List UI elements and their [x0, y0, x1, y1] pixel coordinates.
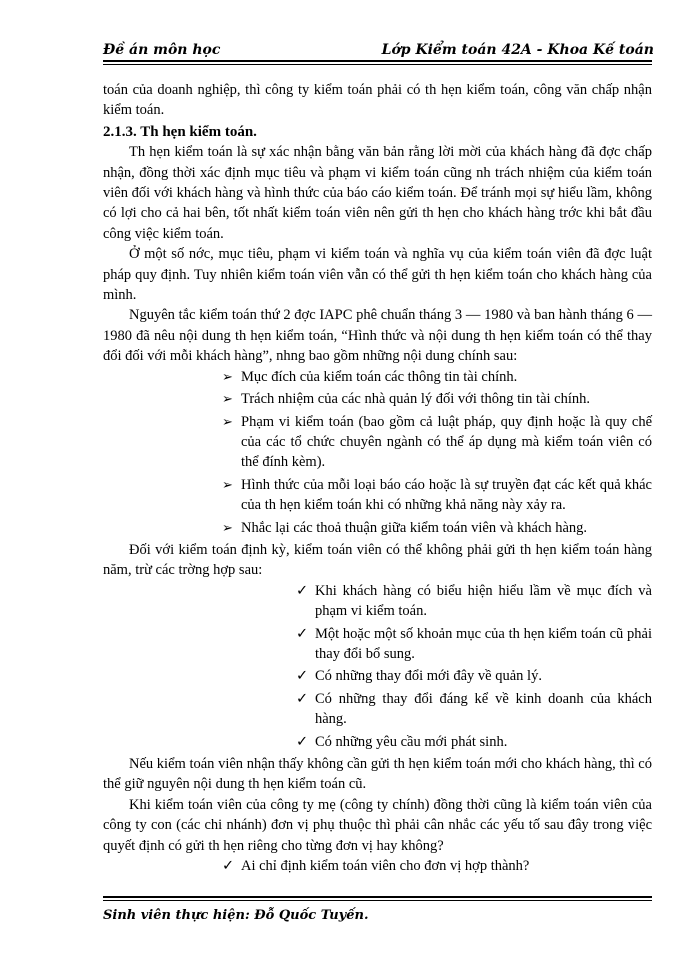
list-item: [103, 732, 652, 752]
header-course: Đề án môn học: [103, 42, 221, 58]
list-item-text: Có những thay đổi đáng kể về kinh doanh của khách hàng.: [315, 690, 652, 728]
list-item: [103, 412, 652, 473]
paragraph: Khi kiểm toán viên của công ty mẹ (công ty chính) đồng thời cũng là kiểm toán viên của công ty con (các chi nhánh) đơn vị phụ thuộc thì phải cân nhắc các yếu tố sau đây trong việc quyết định có gửi th hẹn riêng cho từng đơn vị hay không?: [103, 796, 652, 854]
list-item: [103, 389, 652, 409]
list-item: [103, 856, 652, 876]
check-bullet-icon: ✓: [296, 668, 309, 685]
question-list: [103, 856, 652, 876]
list-item: [103, 624, 652, 665]
document-body: [103, 80, 652, 876]
list-item-text: Khi khách hàng có biểu hiện hiểu lầm về mục đích và phạm vi kiểm toán.: [315, 582, 652, 620]
paragraph: Đối với kiểm toán định kỳ, kiểm toán viên có thể không phải gửi th hẹn kiểm toán hàng năm, trừ các trờng hợp sau:: [103, 541, 652, 579]
paragraph: Th hẹn kiểm toán là sự xác nhận bằng văn bản rằng lời mời của khách hàng đã đợc chấp nhận, đồng thời xác định mục tiêu và phạm vi kiểm toán cũng nh trách nhiệm của kiểm toán viên đối với khách hàng và hình thức của báo cáo kiểm toán. Để tránh mọi sự hiểu lầm, không có lợi cho cả hai bên, tốt nhất kiểm toán viên nên gửi th hẹn cho khách hàng trớc khi bắt đầu công việc kiểm toán.: [103, 144, 652, 242]
section-heading: 2.1.3. Th hẹn kiểm toán.: [103, 123, 257, 140]
header-rule: [103, 60, 652, 65]
list-item-text: Trách nhiệm của các nhà quản lý đối với thông tin tài chính.: [241, 391, 591, 408]
arrow-bullet-icon: ➢: [222, 368, 233, 384]
list-item: [103, 367, 652, 387]
intro-paragraph: toán của doanh nghiệp, thì công ty kiểm toán phải có th hẹn kiểm toán, công văn chấp nhận kiểm toán.: [103, 82, 652, 119]
check-bullet-icon: ✓: [296, 733, 309, 750]
arrow-bullet-icon: ➢: [222, 391, 233, 407]
list-item: [103, 475, 652, 516]
footer-rule: [103, 896, 652, 901]
content-list: [103, 367, 652, 538]
list-item-text: Nhắc lại các thoả thuận giữa kiểm toán viên và khách hàng.: [241, 519, 588, 536]
arrow-bullet-icon: ➢: [222, 476, 233, 492]
list-item-text: Mục đích của kiểm toán các thông tin tài chính.: [241, 368, 518, 385]
check-bullet-icon: ✓: [296, 690, 309, 707]
paragraph: Nếu kiểm toán viên nhận thấy không cần gửi th hẹn kiểm toán mới cho khách hàng, thì có thể giữ nguyên nội dung th hẹn kiểm toán cũ.: [103, 756, 652, 793]
list-item: [103, 689, 652, 730]
list-item-text: Ai chỉ định kiểm toán viên cho đơn vị hợp thành?: [241, 858, 530, 875]
arrow-bullet-icon: ➢: [222, 519, 233, 535]
list-item: [103, 581, 652, 622]
arrow-bullet-icon: ➢: [222, 413, 233, 429]
list-item-text: Có những thay đổi mới đây về quản lý.: [315, 668, 542, 685]
list-item: [103, 666, 652, 686]
list-item: [103, 518, 652, 538]
exception-list: [103, 581, 652, 752]
list-item-text: Phạm vi kiểm toán (bao gồm cả luật pháp, quy định hoặc là quy chế của các tổ chức chuyên ngành có thể áp dụng mà kiểm toán viên có thể đính kèm).: [241, 413, 652, 471]
list-item-text: Một hoặc một số khoản mục của th hẹn kiểm toán cũ phải thay đổi bổ sung.: [315, 625, 652, 662]
list-item-text: Hình thức của mỗi loại báo cáo hoặc là sự truyền đạt các kết quả khác của th hẹn kiểm toán khi có những khả năng này xảy ra.: [241, 476, 652, 514]
check-bullet-icon: ✓: [296, 625, 309, 642]
list-item-text: Có những yêu cầu mới phát sinh.: [315, 733, 508, 750]
check-bullet-icon: ✓: [296, 582, 309, 599]
paragraph: Nguyên tắc kiểm toán thứ 2 đợc IAPC phê chuẩn tháng 3 — 1980 và ban hành tháng 6 —1980 đã nêu nội dung th hẹn kiểm toán, “Hình thức và nội dung th hẹn kiểm toán có thể thay đổi đối với mỗi khách hàng”, nhng bao gồm những nội dung chính sau:: [103, 307, 652, 365]
footer-author: Sinh viên thực hiện: Đỗ Quốc Tuyến.: [103, 908, 369, 923]
header-class: Lớp Kiểm toán 42A - Khoa Kế toán: [381, 42, 654, 58]
check-bullet-icon: ✓: [222, 858, 235, 875]
paragraph: Ở một số nớc, mục tiêu, phạm vi kiểm toán và nghĩa vụ của kiểm toán viên đã đợc luật pháp quy định. Tuy nhiên kiểm toán viên vẫn có thể gửi th hẹn kiểm toán cho khách hàng của mình.: [103, 246, 652, 304]
